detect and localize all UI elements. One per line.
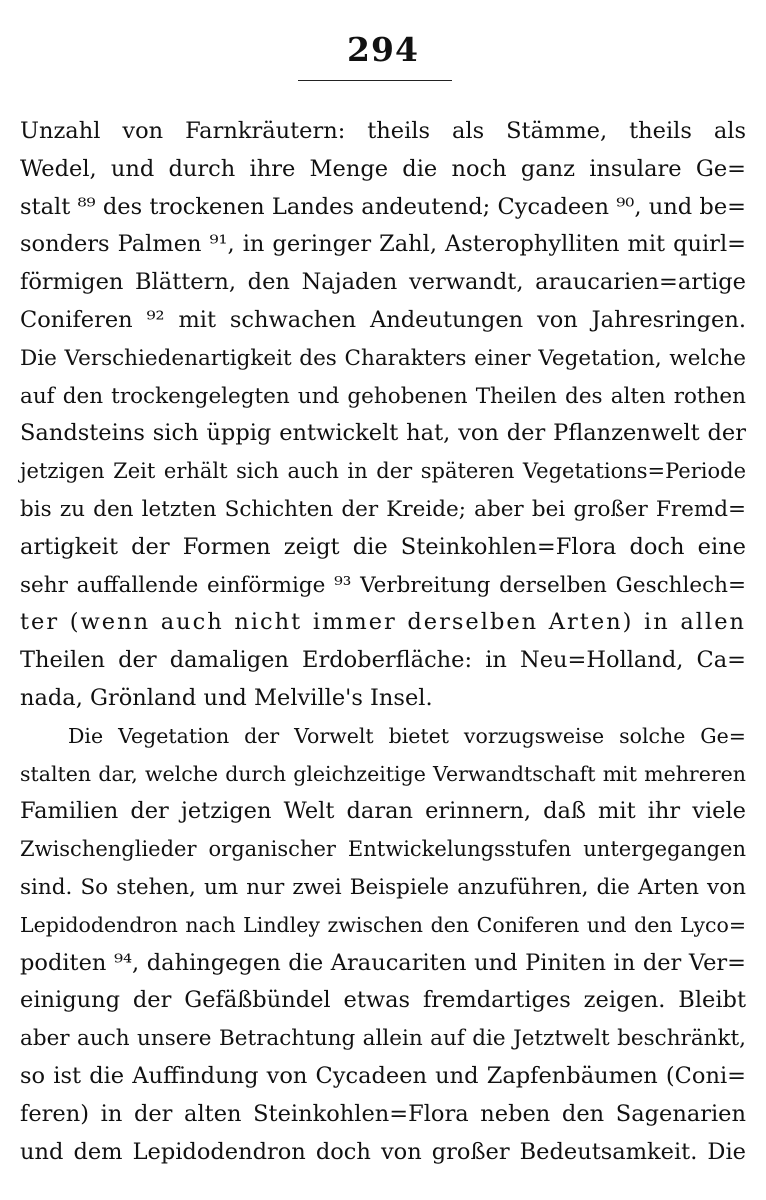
text-line: ter (wenn auch nicht immer derselben Arten) in allen bbox=[20, 609, 746, 636]
text-line: Sandsteins sich üppig entwickelt hat, von der Pflanzenwelt der bbox=[20, 420, 746, 447]
text-line: so ist die Auffindung von Cycadeen und Zapfenbäumen (Coni= bbox=[20, 1062, 746, 1089]
text-line: Coniferen ⁹² mit schwachen Andeutungen von Jahresringen. bbox=[20, 306, 746, 333]
header-rule bbox=[298, 80, 452, 81]
text-line: Wedel, und durch ihre Menge die noch ganz insulare Ge= bbox=[20, 155, 746, 182]
text-line: Familien der jetzigen Welt daran erinnern, daß mit ihr viele bbox=[20, 798, 746, 825]
text-line: Die Verschiedenartigkeit des Charakters einer Vegetation, welche bbox=[20, 345, 746, 371]
body-text bbox=[20, 113, 746, 1171]
text-line: auf den trockengelegten und gehobenen Theilen des alten rothen bbox=[20, 383, 746, 409]
text-line: nada, Grönland und Melville's Insel. bbox=[20, 684, 433, 711]
paragraph-2 bbox=[20, 718, 746, 1172]
text-line: und dem Lepidodendron doch von großer Bedeutsamkeit. Die bbox=[20, 1138, 746, 1165]
text-line: stalten dar, welche durch gleichzeitige Verwandtschaft mit mehreren bbox=[20, 761, 746, 786]
text-line: poditen ⁹⁴, dahingegen die Araucariten und Piniten in der Ver= bbox=[20, 949, 746, 976]
text-line: Zwischenglieder organischer Entwickelungsstufen untergegangen bbox=[20, 837, 746, 862]
text-line: sind. So stehen, um nur zwei Beispiele anzuführen, die Arten von bbox=[20, 874, 746, 900]
text-line: sonders Palmen ⁹¹, in geringer Zahl, Asterophylliten mit quirl= bbox=[20, 231, 746, 258]
text-line: jetzigen Zeit erhält sich auch in der späteren Vegetations=Periode bbox=[20, 459, 746, 484]
text-line: stalt ⁸⁹ des trockenen Landes andeutend; Cycadeen ⁹⁰, und be= bbox=[20, 193, 746, 220]
text-line: feren) in der alten Steinkohlen=Flora neben den Sagenarien bbox=[20, 1100, 746, 1127]
text-line: förmigen Blättern, den Najaden verwandt, araucarien=artige bbox=[20, 269, 746, 296]
text-line: Lepidodendron nach Lindley zwischen den Coniferen und den Lyco= bbox=[20, 912, 746, 937]
paragraph-1 bbox=[20, 113, 746, 718]
text-line: bis zu den letzten Schichten der Kreide; aber bei großer Fremd= bbox=[20, 496, 746, 522]
page-number: 294 bbox=[347, 30, 419, 69]
text-line: aber auch unsere Betrachtung allein auf die Jetztwelt beschränkt, bbox=[20, 1026, 746, 1052]
text-line: artigkeit der Formen zeigt die Steinkohlen=Flora doch eine bbox=[20, 533, 746, 560]
text-line: Die Vegetation der Vorwelt bietet vorzugsweise solche Ge= bbox=[68, 723, 746, 748]
text-line: einigung der Gefäßbündel etwas fremdartiges zeigen. Bleibt bbox=[20, 987, 746, 1014]
text-line: Theilen der damaligen Erdoberfläche: in Neu=Holland, Ca= bbox=[20, 647, 746, 674]
text-line: Unzahl von Farnkräutern: theils als Stämme, theils als bbox=[20, 118, 746, 144]
text-line: sehr auffallende einförmige ⁹³ Verbreitung derselben Geschlech= bbox=[20, 572, 746, 598]
